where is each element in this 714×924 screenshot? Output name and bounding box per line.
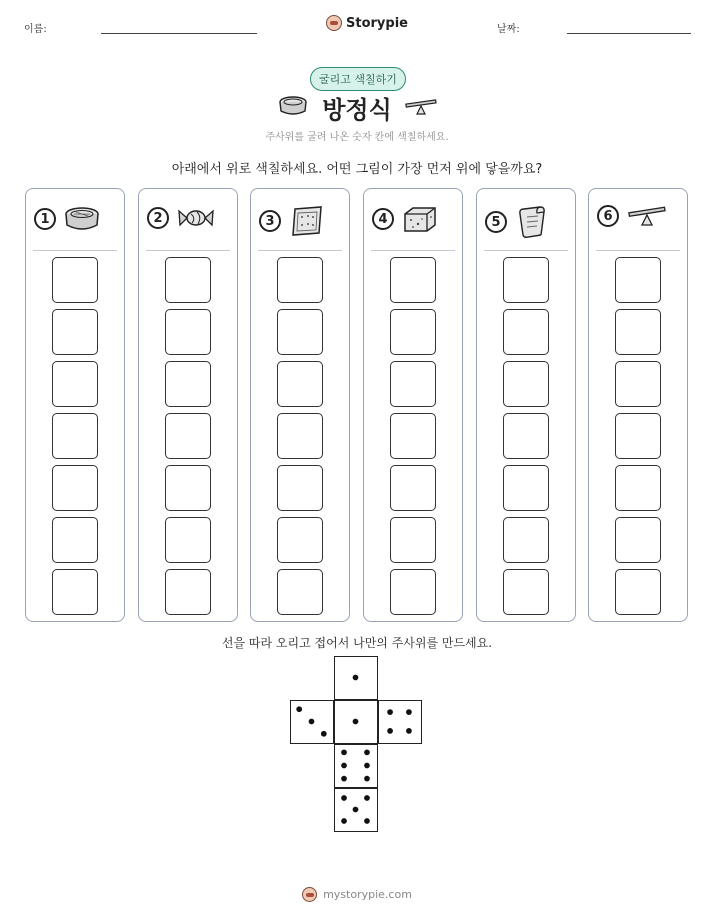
- page-title: 방정식: [322, 96, 392, 124]
- color-cell[interactable]: [503, 569, 549, 615]
- color-cell[interactable]: [277, 465, 323, 511]
- column-divider: [33, 250, 117, 251]
- candy-icon: [177, 205, 215, 231]
- color-cell[interactable]: [503, 517, 549, 563]
- scroll-icon: [515, 205, 547, 239]
- column-header: [34, 205, 100, 233]
- color-cell[interactable]: [390, 517, 436, 563]
- color-cell[interactable]: [165, 413, 211, 459]
- column-4: [363, 188, 463, 622]
- dice-face-1: [334, 656, 378, 700]
- color-cell[interactable]: [390, 413, 436, 459]
- column-number: 1: [34, 208, 56, 230]
- color-cell[interactable]: [165, 517, 211, 563]
- column-divider: [258, 250, 342, 251]
- column-header: [259, 205, 325, 237]
- column-divider: [146, 250, 230, 251]
- column-divider: [484, 250, 568, 251]
- color-cell[interactable]: [503, 361, 549, 407]
- dice-face-4: [378, 700, 422, 744]
- color-cell[interactable]: [277, 413, 323, 459]
- bear-icon: [302, 887, 317, 902]
- seesaw-icon: [404, 98, 438, 116]
- dice-net: [290, 656, 426, 836]
- color-cell[interactable]: [165, 361, 211, 407]
- color-cell[interactable]: [615, 257, 661, 303]
- color-cell[interactable]: [390, 361, 436, 407]
- date-label: 날짜:: [497, 24, 520, 35]
- tin-can-icon: [64, 205, 100, 233]
- color-cell[interactable]: [277, 309, 323, 355]
- color-cell[interactable]: [615, 517, 661, 563]
- column-number: 6: [597, 205, 619, 227]
- column-header: [147, 205, 215, 231]
- color-cell[interactable]: [503, 465, 549, 511]
- column-divider: [596, 250, 680, 251]
- color-cell[interactable]: [52, 569, 98, 615]
- subtitle: 주사위를 굴려 나온 숫자 칸에 색칠하세요.: [265, 132, 449, 143]
- column-number: 5: [485, 211, 507, 233]
- color-cell[interactable]: [52, 257, 98, 303]
- color-cell[interactable]: [52, 309, 98, 355]
- color-cell[interactable]: [277, 517, 323, 563]
- dice-face-6: [334, 744, 378, 788]
- color-cell[interactable]: [503, 309, 549, 355]
- color-cell[interactable]: [615, 569, 661, 615]
- column-6: [588, 188, 688, 622]
- color-cell[interactable]: [503, 257, 549, 303]
- color-cell[interactable]: [615, 413, 661, 459]
- footer: [0, 887, 714, 902]
- column-number: 4: [372, 208, 394, 230]
- seesaw-icon: [627, 205, 667, 227]
- color-cell[interactable]: [390, 309, 436, 355]
- column-divider: [371, 250, 455, 251]
- color-cell[interactable]: [277, 569, 323, 615]
- brand-name: Storypie: [346, 15, 408, 31]
- color-cell[interactable]: [52, 465, 98, 511]
- column-header: [597, 205, 667, 227]
- color-cell[interactable]: [52, 361, 98, 407]
- color-cell[interactable]: [52, 413, 98, 459]
- column-2: [138, 188, 238, 622]
- color-cell[interactable]: [165, 569, 211, 615]
- date-line[interactable]: [567, 33, 691, 34]
- column-number: 2: [147, 207, 169, 229]
- instruction: 아래에서 위로 색칠하세요. 어떤 그림이 가장 먼저 위에 닿을까요?: [171, 162, 543, 177]
- bear-icon: [326, 15, 342, 31]
- color-cell[interactable]: [165, 465, 211, 511]
- column-3: [250, 188, 350, 622]
- dice-face-1: [334, 700, 378, 744]
- name-line[interactable]: [101, 33, 257, 34]
- color-cell[interactable]: [390, 569, 436, 615]
- dice-face-3: [290, 700, 334, 744]
- color-cell[interactable]: [615, 465, 661, 511]
- color-cell[interactable]: [503, 413, 549, 459]
- cracker-icon: [289, 205, 325, 237]
- column-header: [485, 205, 547, 239]
- color-cell[interactable]: [390, 257, 436, 303]
- brand-logo: [326, 15, 408, 31]
- column-header: [372, 205, 438, 233]
- column-1: [25, 188, 125, 622]
- color-cell[interactable]: [277, 257, 323, 303]
- color-cell[interactable]: [165, 257, 211, 303]
- name-label: 이름:: [24, 24, 47, 35]
- activity-badge: 굴리고 색칠하기: [310, 67, 406, 91]
- dice-face-5: [334, 788, 378, 832]
- color-cell[interactable]: [615, 309, 661, 355]
- dice-instruction: 선을 따라 오리고 접어서 나만의 주사위를 만드세요.: [221, 636, 493, 650]
- color-cell[interactable]: [615, 361, 661, 407]
- color-cell[interactable]: [390, 465, 436, 511]
- column-number: 3: [259, 210, 281, 232]
- column-5: [476, 188, 576, 622]
- footer-url[interactable]: mystorypie.com: [323, 888, 412, 901]
- color-cell[interactable]: [277, 361, 323, 407]
- color-cell[interactable]: [165, 309, 211, 355]
- sponge-icon: [402, 205, 438, 233]
- color-cell[interactable]: [52, 517, 98, 563]
